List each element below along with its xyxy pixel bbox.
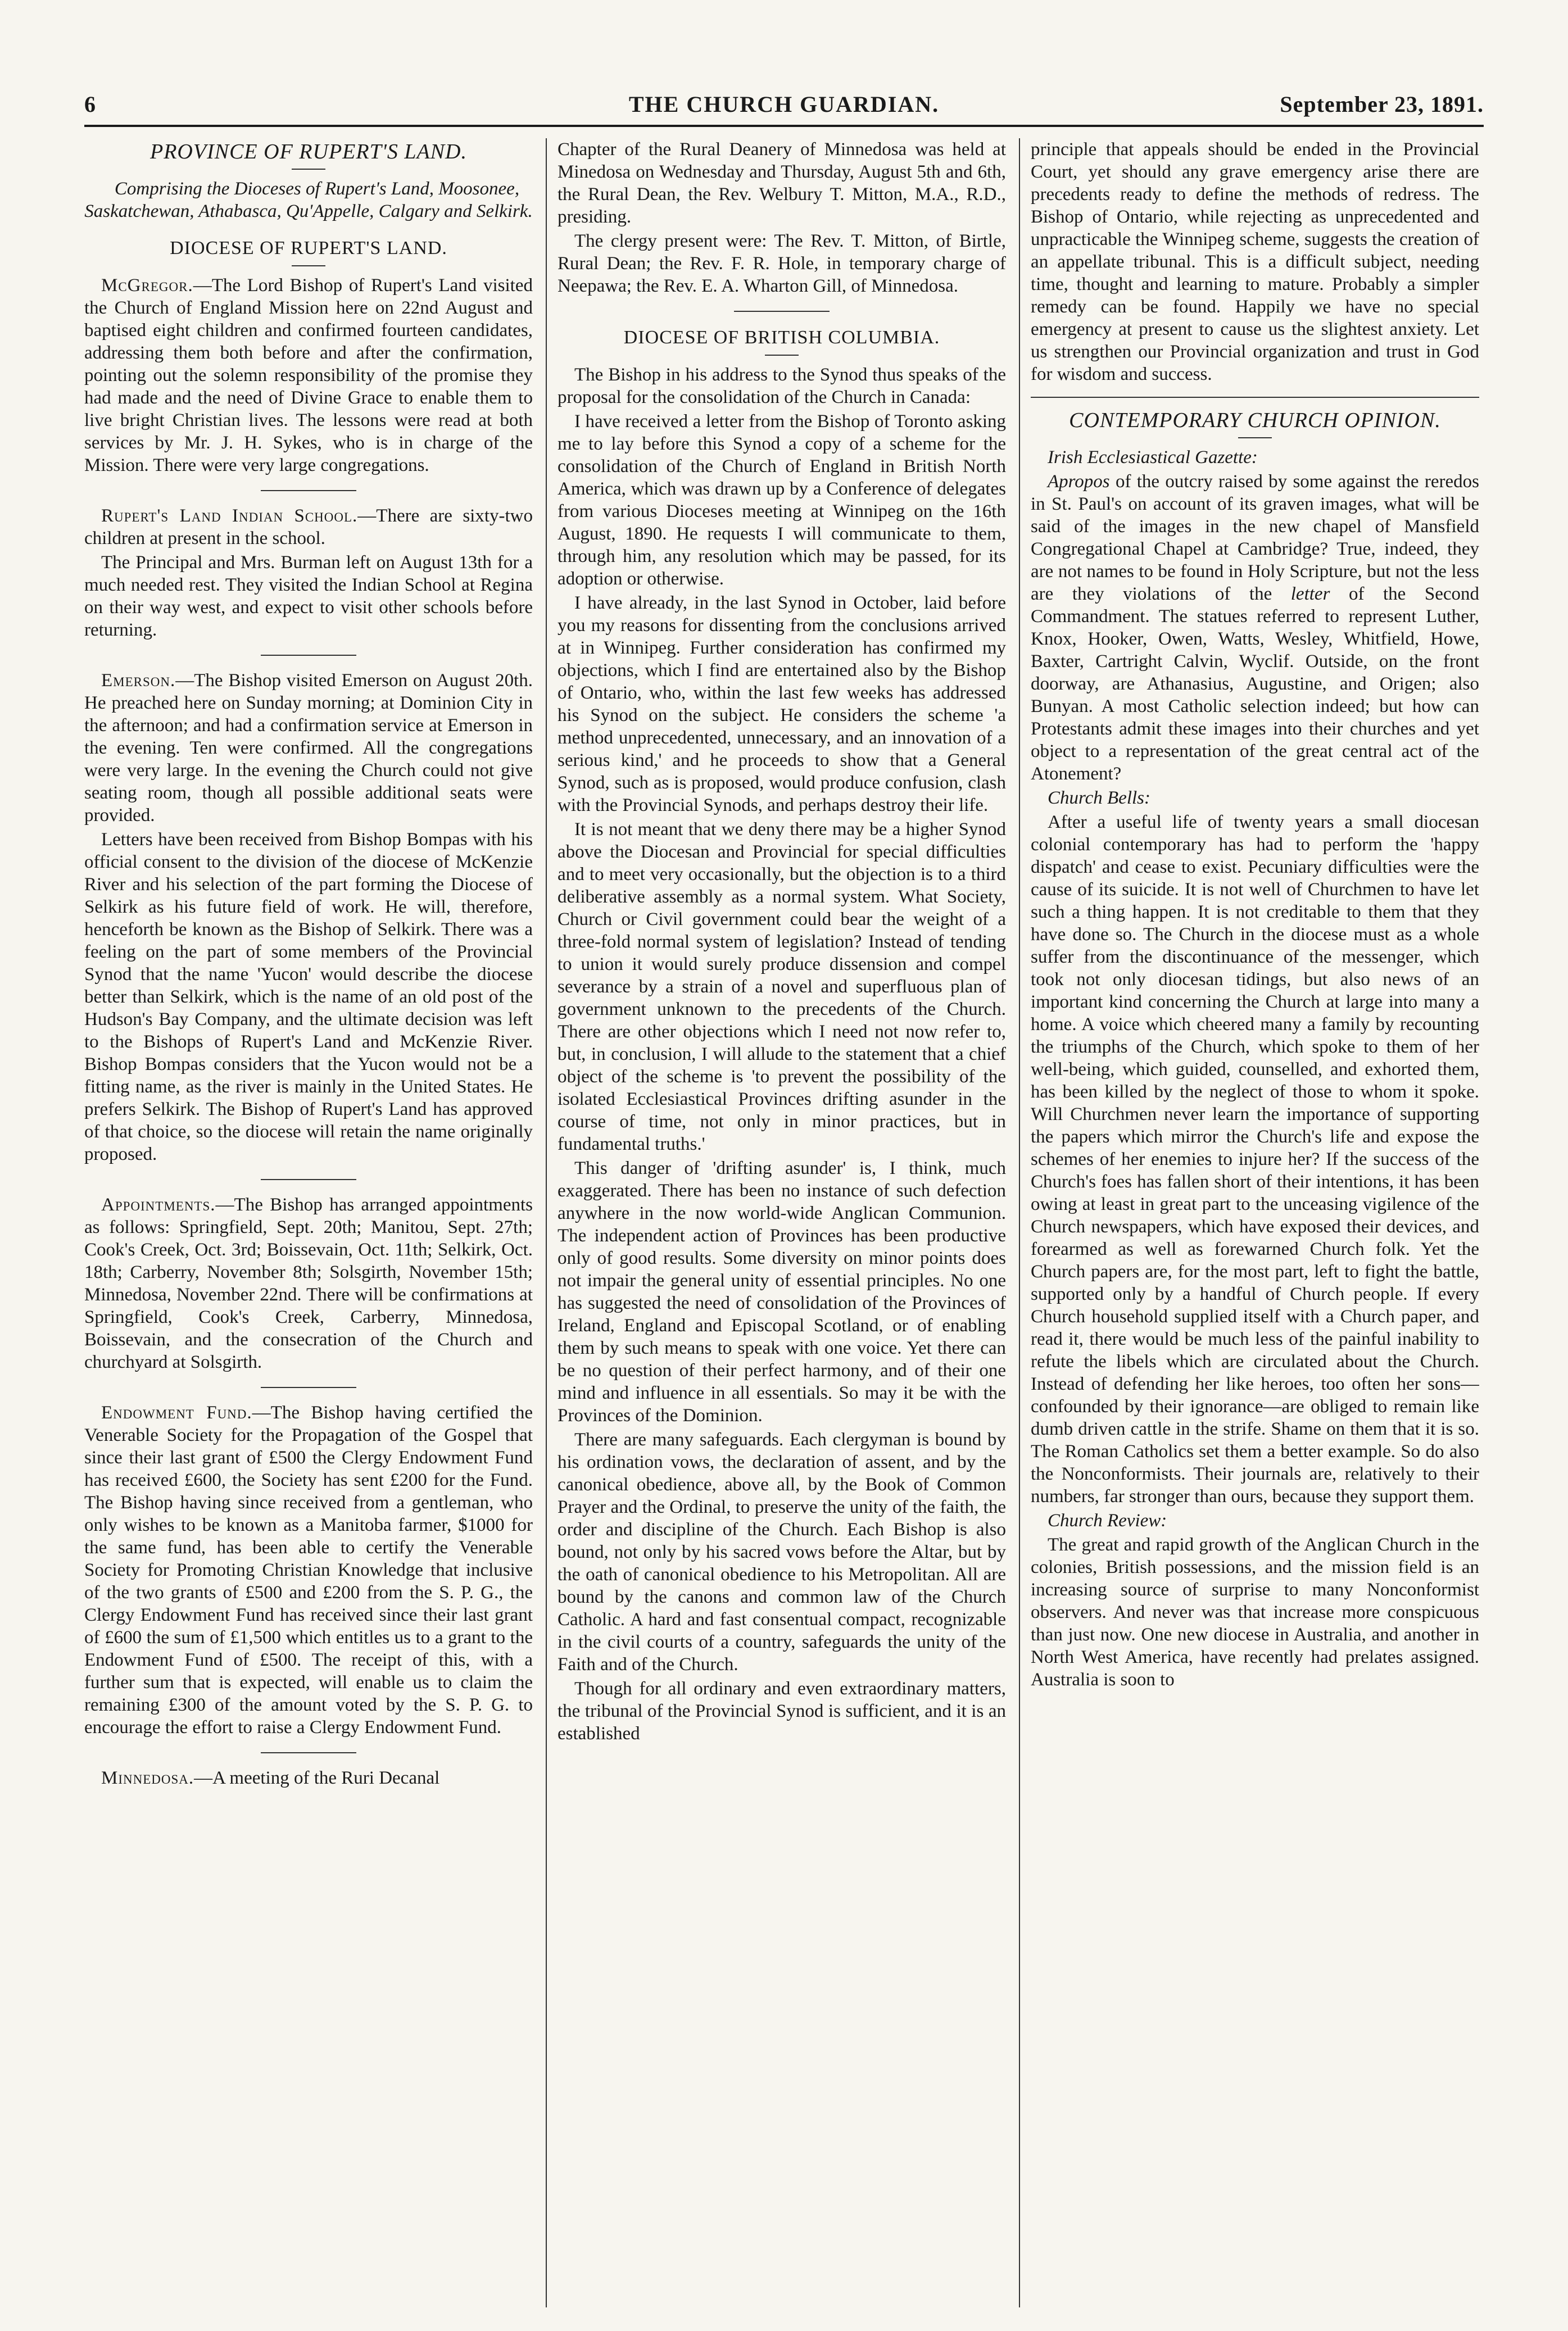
article-paragraph: It is not meant that we deny there may be a higher Synod above the Diocesan and Provincial for special difficulties and to meet very occasionally, but the objection is to a third deliberative assembly as a normal system. What Society, Church or Civil government could bear the weight of a three-fold normal system of legislation? Instead of tending to union it would surely produce dissension and compel severance by a strain of a novel and superfluous plan of government unknown to the precedents of the Church. There are other objections which I need not now refer to, but, in conclusion, I will allude to the statement that a chief object of the scheme is 'to prevent the possibility of the isolated Ecclesiastical Provinces drifting asunder in the course of time, not only in minor practices, but in fundamental truths.' xyxy=(558,819,1006,1154)
column-1 xyxy=(84,138,533,2307)
divider xyxy=(261,1387,356,1388)
paragraph-lead: Endowment Fund. xyxy=(101,1403,252,1423)
article-paragraph: The clergy present were: The Rev. T. Mitton, of Birtle, Rural Dean; the Rev. F. R. Hole, in temporary charge of Neepawa; the Rev. E. A. Wharton Gill, of Minnedosa. xyxy=(558,231,1006,296)
paragraph-lead: Minnedosa. xyxy=(101,1768,194,1788)
article-paragraph: principle that appeals should be ended in the Provincial Court, yet should any grave emergency arise there are precedents ready to define the methods of redress. The Bishop of Ontario, while rejecting as unprecedented and unpracticable the Winnipeg scheme, suggests the creation of an appellate tribunal. This is a difficult subject, needing time, thought and learning to mature. Probably a simpler remedy can be found. Happily we have no special emergency at present to cause us the slightest anxiety. Let us strengthen our Provincial organization and trust in God for wisdom and success. xyxy=(1031,139,1479,384)
divider xyxy=(1031,397,1479,398)
source-heading: Church Bells: xyxy=(1048,788,1150,808)
article-paragraph: Appointments.—The Bishop has arranged appointments as follows: Springfield, Sept. 20th; Manitou, Sept. 27th; Cook's Creek, Oct. 3rd; Boissevain, Oct. 11th; Selkirk, Oct. 18th; Carberry, November 8th; Solsgirth, November 15th; Minnedosa, November 22nd. There will be confirmations at Springfield, Cook's Creek, Carberry, Minnedosa, Boissevain, and the consecration of the Church and churchyard at Solsgirth. xyxy=(84,1195,533,1372)
article-paragraph: There are many safeguards. Each clergyman is bound by his ordination vows, the declaration of assent, and by the canonical obedience, above all, by the Book of Common Prayer and the Ordinal, to preserve the unity of the faith, the order and discipline of the Church. Each Bishop is also bound, not only by his sacred vows before the Altar, but by the oath of canonical obedience to his Metropolitan. All are bound by the canons and common law of the Church Catholic. A hard and fast consentual compact, recognizable in the civil courts of a country, safeguards the unity of the Faith and of the Church. xyxy=(558,1430,1006,1675)
divider xyxy=(261,1179,356,1180)
article-paragraph: The Bishop in his address to the Synod thus speaks of the proposal for the consolidation of the Church in Canada: xyxy=(558,365,1006,407)
article-paragraph: Letters have been received from Bishop Bompas with his official consent to the division of the diocese of McKenzie River and his selection of the part forming the Diocese of Selkirk as his future field of work. He will, therefore, henceforth be known as the Bishop of Selkirk. There was a feeling on the part of some members of the Provincial Synod that the name 'Yucon' would describe the diocese better than Selkirk, which is the name of an old post of the Hudson's Bay Company, and the ultimate decision was left to the Bishops of Rupert's Land and McKenzie River. Bishop Bompas considers that the Yucon would not be a fitting name, as the river is mainly in the United States. He prefers Selkirk. The Bishop of Rupert's Land has approved of that choice, so the diocese will retain the name originally proposed. xyxy=(84,829,533,1164)
running-head xyxy=(84,91,1484,127)
article-paragraph: Apropos of the outcry raised by some against the reredos in St. Paul's on account of its graven images, what will be said of the images in the new chapel of Mansfield Congregational Chapel at Cambridge? True, indeed, they are not names to be found in Holy Scripture, but not the less are they violations of the letter of the Second Commandment. The statues referred to represent Luther, Knox, Hooker, Owen, Watts, Wesley, Whitfield, Howe, Baxter, Cartright Calvin, Wyclif. Outside, on the front doorway, are Athanasius, Augustine, and Origen; also Bunyan. A most Catholic selection indeed; but how can Protestants admit these images into their churches and yet object to a representation of the great central act of the Atonement? xyxy=(1031,471,1479,784)
article-paragraph: I have already, in the last Synod in October, laid before you my reasons for dissenting from the conclusions arrived at in Winnipeg. Further consideration has confirmed my objections, which I find are entertained also by the Bishop of Ontario, who, within the last few weeks has addressed his Synod on the subject. He considers the scheme 'a method unprecedented, unnecessary, and an innovation of a serious kind,' and he proceeds to show that a General Synod, such as is proposed, would produce confusion, clash with the Provincial Synods, and perhaps destroy their life. xyxy=(558,593,1006,815)
source-heading: Church Review: xyxy=(1048,1511,1167,1531)
masthead: THE CHURCH GUARDIAN. xyxy=(628,92,940,117)
article-paragraph: Rupert's Land Indian School.—There are sixty-two children at present in the school. xyxy=(84,506,533,548)
divider xyxy=(261,1752,356,1753)
column-3 xyxy=(1031,138,1479,2307)
page-number: 6 xyxy=(84,92,96,117)
diocese-heading: DIOCESE OF RUPERT'S LAND. xyxy=(170,238,447,259)
article-paragraph: Chapter of the Rural Deanery of Minnedosa was held at Minedosa on Wednesday and Thursday, August 5th and 6th, the Rural Dean, the Rev. Welbury T. Mitton, M.A., R.D., presiding. xyxy=(558,139,1006,227)
section-title: PROVINCE OF RUPERT'S LAND. xyxy=(150,140,467,164)
article-paragraph: This danger of 'drifting asunder' is, I think, much exaggerated. There has been no instance of such defection anywhere in the now world-wide Anglican Communion. The independent action of Provinces has been productive only of good results. Some diversity on minor points does not impair the general unity of essential principles. No one has suggested the need of consolidation of the Provinces of Ireland, England and Episcopal Scotland, or of enabling them by such means to speak with one voice. Yet there can be no question of their perfect harmony, and of their one mind and influence in all essentials. So may it be with the Provinces of the Dominion. xyxy=(558,1158,1006,1426)
diocese-heading: DIOCESE OF BRITISH COLUMBIA. xyxy=(623,327,940,348)
divider xyxy=(765,355,799,356)
paragraph-lead: McGregor. xyxy=(101,275,193,296)
divider xyxy=(261,490,356,491)
paragraph-lead: Appointments. xyxy=(101,1195,216,1215)
issue-date: September 23, 1891. xyxy=(1280,92,1484,117)
article-paragraph: McGregor.—The Lord Bishop of Rupert's Land visited the Church of England Mission here on 22nd August and baptised eight children and confirmed fourteen candidates, addressing them both before and after the confirmation, pointing out the solemn responsibility of the promise they had made and the need of Divine Grace to enable them to live bright Christian lives. The lessons were read at both services by Mr. J. H. Sykes, who is in charge of the Mission. There were very large congregations. xyxy=(84,275,533,475)
article-paragraph: I have received a letter from the Bishop of Toronto asking me to lay before this Synod a copy of a scheme for the consolidation of the Church of England in British North America, which was drawn up by a Conference of delegates from various Dioceses meeting at Winnipeg on the 16th August, 1890. He requests I will communicate to them, through him, any resolution which may be passed, for its adoption or otherwise. xyxy=(558,411,1006,589)
section-deck: Comprising the Dioceses of Rupert's Land, Moosonee, Saskatchewan, Athabasca, Qu'Appelle, Calgary and Selkirk. xyxy=(84,179,533,221)
divider xyxy=(292,265,325,266)
source-heading: Irish Ecclesiastical Gazette: xyxy=(1048,447,1258,468)
paragraph-lead: Rupert's Land Indian School. xyxy=(101,506,358,526)
paragraph-lead: Emerson. xyxy=(101,670,176,691)
article-paragraph: The great and rapid growth of the Anglican Church in the colonies, British possessions, and the mission field is an increasing source of surprise to many Nonconformist observers. And never was that increase more conspicuous than just now. One new diocese in Australia, and another in North West America, have recently had prelates assigned. Australia is soon to xyxy=(1031,1535,1479,1690)
section-title: CONTEMPORARY CHURCH OPINION. xyxy=(1069,409,1441,432)
column-rule xyxy=(1019,138,1020,2307)
article-paragraph: After a useful life of twenty years a small diocesan colonial contemporary has had to perform the 'happy dispatch' and cease to exist. Pecuniary difficulties were the cause of its suicide. It is not well of Churchmen to have let such a thing happen. It is not creditable to them that they have done so. The Church in the diocese must as a whole suffer from the discontinuance of the messenger, which took not only diocesan tidings, but also news of an important kind concerning the Church at large into many a home. A voice which cheered many a family by recounting the triumphs of the Church, which spoke to them of her well-being, which guided, counselled, and exhorted them, has been killed by the neglect of those to whom it spoke. Will Churchmen never learn the importance of supporting the papers which mirror the Church's life and expose the schemes of her enemies to injure her? If the success of the Church's foes has fallen short of their intentions, it has been owing at least in great part to the unceasing vigilence of the Church newspapers, which have exposed their devices, and forearmed as well as forewarned Church folk. Yet the Church papers are, for the most part, left to fight the battle, supported only by a handful of Church people. If every Church household supplied itself with a Church paper, and read it, there would be much less of the painful inability to refute the libels which are circulated about the Church. Instead of defending her like heroes, too often her sons—confounded by their ignorance—are obliged to remain like dumb driven cattle in the strife. Shame on them that it is so. The Roman Catholics set them a better example. So do also the Nonconformists. Their journals are, relatively to their numbers, far stronger than ours, because they support them. xyxy=(1031,812,1479,1507)
article-paragraph: Though for all ordinary and even extraordinary matters, the tribunal of the Provincial Synod is sufficient, and it is an established xyxy=(558,1679,1006,1744)
article-paragraph: Endowment Fund.—The Bishop having certified the Venerable Society for the Propagation of the Gospel that since their last grant of £500 the Clergy Endowment Fund has received £600, the Society has sent £200 for the Fund. The Bishop having since received from a gentleman, who only wishes to be known as a Manitoba farmer, $1000 for the same fund, has been able to certify the Venerable Society for Promoting Christian Knowledge that inclusive of the two grants of £500 and £200 from the S. P. G., the Clergy Endowment Fund has received since their last grant of £600 the sum of £1,500 which entitles us to a grant to the Endowment Fund of £500. The receipt of this, with a further sum that is expected, will enable us to claim the remaining £300 of the amount voted by the S. P. G. to encourage the effort to raise a Clergy Endowment Fund. xyxy=(84,1403,533,1738)
article-paragraph: The Principal and Mrs. Burman left on August 13th for a much needed rest. They visited the Indian School at Regina on their way west, and expect to visit other schools before returning. xyxy=(84,552,533,640)
divider xyxy=(292,169,325,170)
article-paragraph: Minnedosa.—A meeting of the Ruri Decanal xyxy=(101,1768,440,1788)
divider xyxy=(734,311,830,312)
divider xyxy=(261,655,356,656)
column-rule xyxy=(546,138,547,2307)
divider xyxy=(1238,437,1272,438)
column-2 xyxy=(558,138,1006,2307)
article-paragraph: Emerson.—The Bishop visited Emerson on August 20th. He preached here on Sunday morning; at Dominion City in the afternoon; and had a confirmation service at Emerson in the evening. Ten were confirmed. All the congregations were very large. In the evening the Church could not give seating room, though all possible additional seats were provided. xyxy=(84,670,533,826)
